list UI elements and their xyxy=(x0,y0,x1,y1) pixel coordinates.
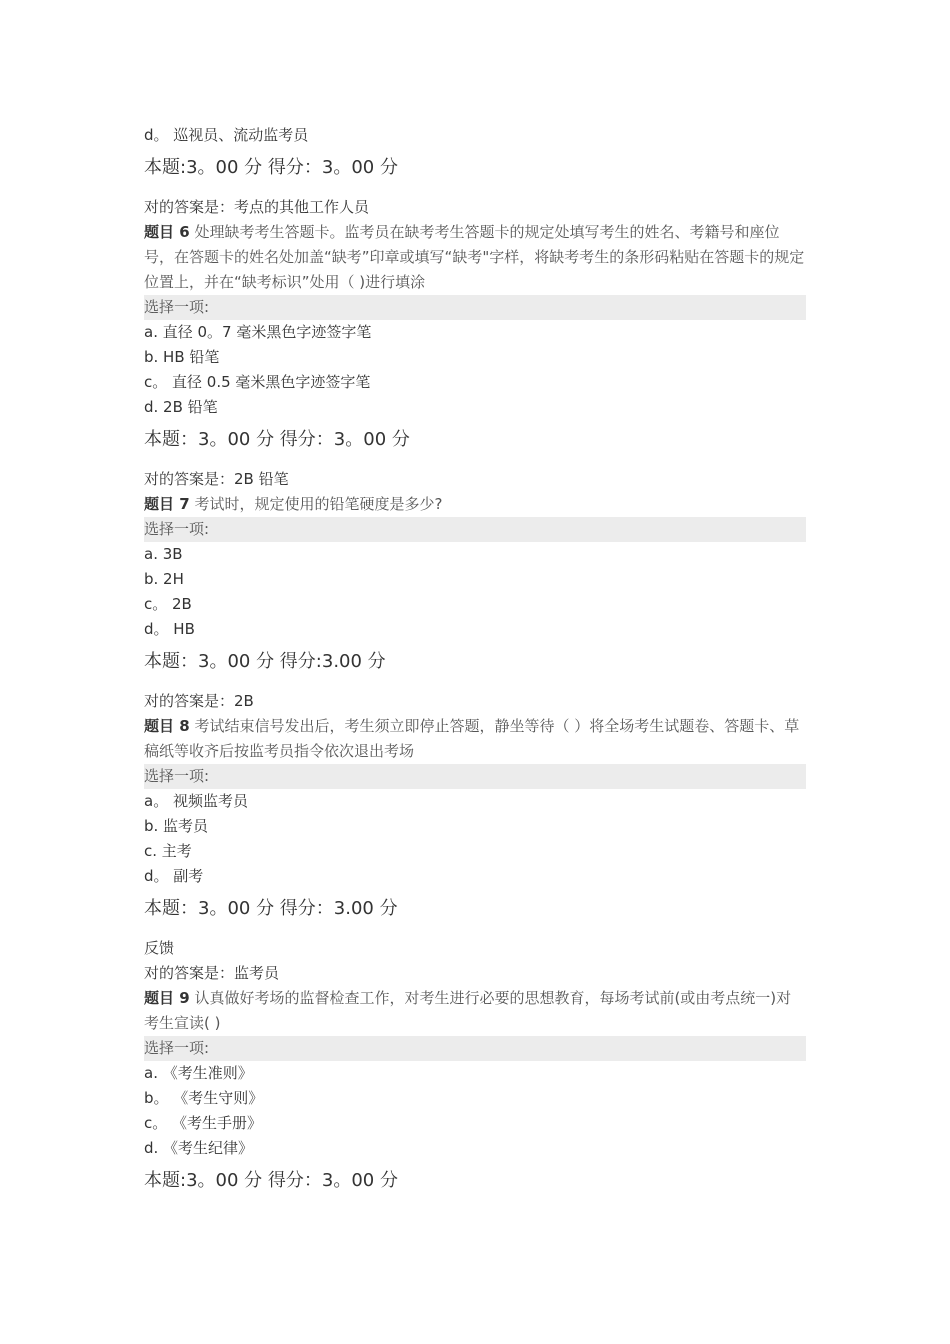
option-c[interactable]: c. 主考 xyxy=(144,842,192,860)
option-d: d。 巡视员、流动监考员 xyxy=(144,126,309,144)
question-title: 题目 6 xyxy=(144,223,190,241)
score-line: 本题：3。00 分 得分：3。00 分 xyxy=(144,429,410,450)
feedback-label: 反馈 xyxy=(144,939,175,957)
score-line: 本题:3。00 分 得分：3。00 分 xyxy=(144,1170,398,1191)
question-text: 认真做好考场的监督检查工作，对考生进行必要的思想教育，每场考试前(或由考点统一)对考生宣读( ) xyxy=(144,989,792,1032)
option-c[interactable]: c。 《考生手册》 xyxy=(144,1114,263,1132)
correct-answer: 对的答案是：监考员 xyxy=(144,964,280,982)
question-9 xyxy=(144,986,806,1036)
correct-answer: 对的答案是：2B xyxy=(144,692,254,710)
option-b[interactable]: b。 《考生守则》 xyxy=(144,1089,264,1107)
choice-prompt: 选择一项: xyxy=(144,295,806,320)
option-c[interactable]: c。 2B xyxy=(144,595,192,613)
score-line: 本题：3。00 分 得分：3.00 分 xyxy=(144,898,398,919)
option-d[interactable]: d。 副考 xyxy=(144,867,204,885)
correct-answer: 对的答案是：2B 铅笔 xyxy=(144,470,289,488)
question-text: 考试时，规定使用的铅笔硬度是多少? xyxy=(194,495,443,513)
option-b[interactable]: b. HB 铅笔 xyxy=(144,348,220,366)
correct-answer: 对的答案是：考点的其他工作人员 xyxy=(144,198,370,216)
choice-prompt: 选择一项: xyxy=(144,517,806,542)
option-a[interactable]: a. 3B xyxy=(144,545,183,563)
option-d[interactable]: d. 2B 铅笔 xyxy=(144,398,218,416)
score-line: 本题：3。00 分 得分:3.00 分 xyxy=(144,651,386,672)
question-7 xyxy=(144,492,806,517)
option-b[interactable]: b. 2H xyxy=(144,570,184,588)
document-page xyxy=(144,123,806,1208)
choice-prompt: 选择一项: xyxy=(144,1036,806,1061)
option-a[interactable]: a。 视频监考员 xyxy=(144,792,248,810)
question-title: 题目 7 xyxy=(144,495,190,513)
question-title: 题目 8 xyxy=(144,717,190,735)
choice-prompt: 选择一项: xyxy=(144,764,806,789)
question-8 xyxy=(144,714,806,764)
option-b[interactable]: b. 监考员 xyxy=(144,817,209,835)
question-title: 题目 9 xyxy=(144,989,190,1007)
option-d[interactable]: d. 《考生纪律》 xyxy=(144,1139,254,1157)
option-a[interactable]: a. 《考生准则》 xyxy=(144,1064,253,1082)
question-6 xyxy=(144,220,806,295)
option-d[interactable]: d。 HB xyxy=(144,620,195,638)
option-a[interactable]: a. 直径 0。7 毫米黑色字迹签字笔 xyxy=(144,323,372,341)
question-text: 处理缺考考生答题卡。监考员在缺考考生答题卡的规定处填写考生的姓名、考籍号和座位号，在答题卡的姓名处加盖“缺考”印章或填写“缺考"字样，将缺考考生的条形码粘贴在答题卡的规定位置上，并在“缺考标识”处用（ )进行填涂 xyxy=(144,223,805,291)
score-line: 本题:3。00 分 得分：3。00 分 xyxy=(144,157,398,178)
question-text: 考试结束信号发出后，考生须立即停止答题，静坐等待（ ）将全场考生试题卷、答题卡、草稿纸等收齐后按监考员指令依次退出考场 xyxy=(144,717,800,760)
option-c[interactable]: c。 直径 0.5 毫米黑色字迹签字笔 xyxy=(144,373,371,391)
